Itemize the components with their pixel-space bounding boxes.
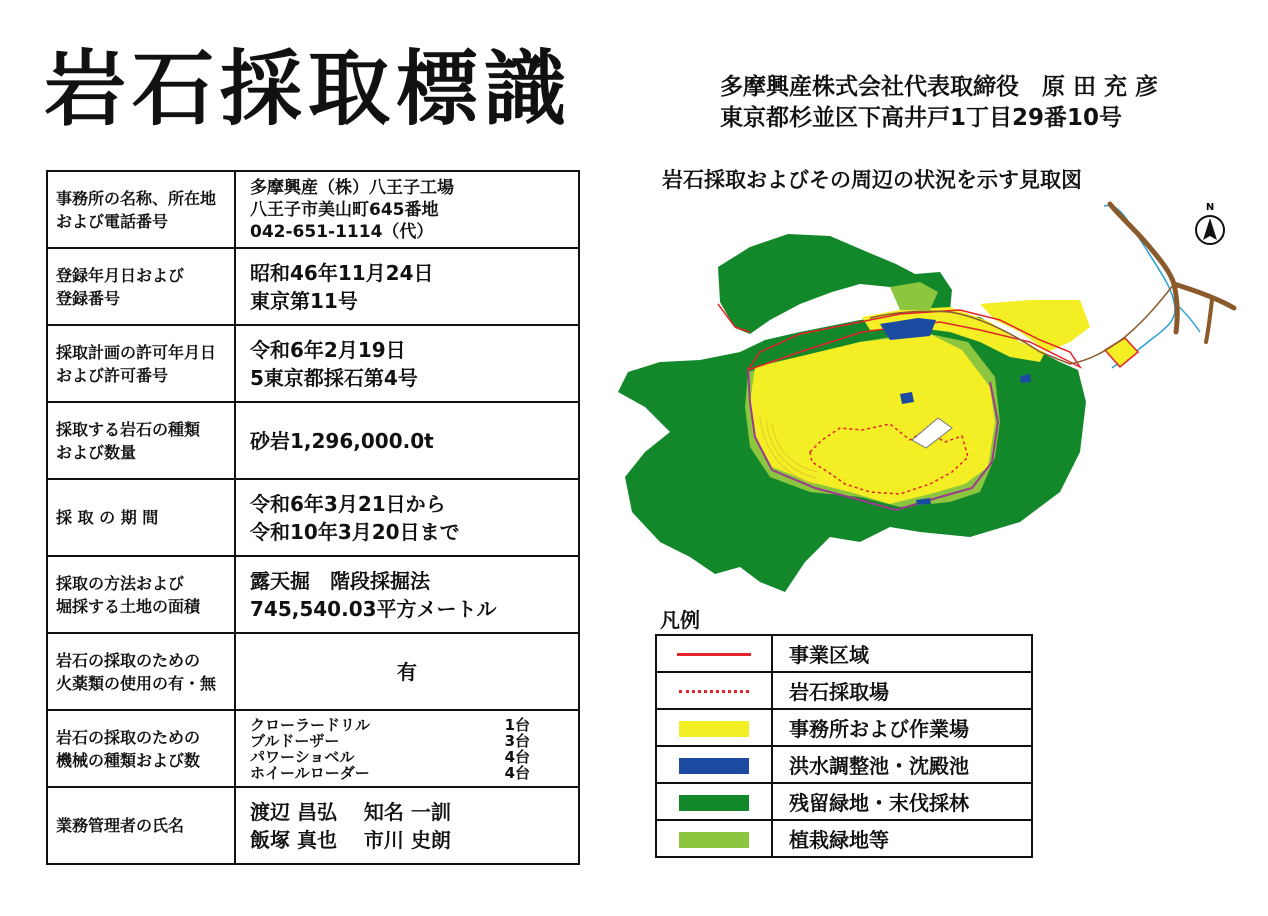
info-label: 採取する岩石の種類 および数量 (47, 402, 235, 479)
info-row-machines (47, 710, 579, 787)
yellow-swatch-icon (679, 721, 749, 737)
red-dotted-line-icon (679, 690, 749, 693)
info-row-period (47, 479, 579, 556)
site-map (600, 192, 1240, 612)
info-value: 露天掘 階段採掘法 745,540.03平方メートル (235, 556, 579, 633)
info-label: 登録年月日および 登録番号 (47, 248, 235, 325)
info-label: 岩石の採取のための 火薬類の使用の有・無 (47, 633, 235, 710)
yellow-area (1105, 338, 1138, 367)
info-value: 令和6年2月19日 5東京都採石第4号 (235, 325, 579, 402)
map-title: 岩石採取およびその周辺の状況を示す見取図 (662, 168, 1082, 192)
info-row-registration (47, 248, 579, 325)
info-label: 採取の方法および 堀採する土地の面積 (47, 556, 235, 633)
machine-item: クローラードリル 1台 (250, 715, 530, 734)
info-value: 砂岩1,296,000.0t (235, 402, 579, 479)
legend-item (656, 783, 1032, 820)
info-value: 多摩興産（株）八王子工場 八王子市美山町645番地 042-651-1114（代） (235, 171, 579, 248)
info-row-explosives (47, 633, 579, 710)
legend-title: 凡例 (660, 608, 700, 632)
legend-item (656, 820, 1032, 857)
green-swatch-icon (679, 795, 749, 811)
info-label: 事務所の名称、所在地 および電話番号 (47, 171, 235, 248)
info-label: 岩石の採取のための 機械の種類および数 (47, 710, 235, 787)
legend-item (656, 635, 1032, 672)
info-label: 採 取 の 期 間 (47, 479, 235, 556)
info-row-rock-type (47, 402, 579, 479)
pond (900, 392, 914, 404)
legend-label: 事業区域 (772, 635, 1032, 672)
north-arrow-icon (1196, 202, 1224, 244)
info-row-managers (47, 787, 579, 864)
machine-item: ブルドーザー 3台 (250, 731, 530, 750)
legend-label: 残留緑地・末伐採林 (772, 783, 1032, 820)
machine-item: パワーショベル 4台 (250, 747, 530, 766)
owner-name: 多摩興産株式会社代表取締役 原 田 充 彦 (720, 74, 1159, 100)
legend-item (656, 746, 1032, 783)
info-label: 業務管理者の氏名 (47, 787, 235, 864)
info-value: 昭和46年11月24日 東京第11号 (235, 248, 579, 325)
legend-label: 事務所および作業場 (772, 709, 1032, 746)
legend-label: 洪水調整池・沈殿池 (772, 746, 1032, 783)
info-row-office (47, 171, 579, 248)
legend-item (656, 672, 1032, 709)
road (1206, 300, 1212, 342)
machine-item: ホイールローダー 4台 (250, 763, 530, 782)
info-row-method (47, 556, 579, 633)
north-label: N (1205, 202, 1215, 213)
legend-table (655, 634, 1033, 858)
owner-block (720, 72, 1158, 134)
legend-label: 岩石採取場 (772, 672, 1032, 709)
info-value: 渡辺 昌弘 知名 一訓 飯塚 真也 市川 史朗 (235, 787, 579, 864)
legend-label: 植栽緑地等 (772, 820, 1032, 857)
info-table (46, 170, 580, 865)
owner-address: 東京都杉並区下高井戸1丁目29番10号 (720, 105, 1123, 131)
info-value: 有 (235, 633, 579, 710)
blue-swatch-icon (679, 758, 749, 774)
sign-title: 岩石採取標識 (44, 42, 573, 137)
info-value (235, 710, 579, 787)
info-value: 令和6年3月21日から 令和10年3月20日まで (235, 479, 579, 556)
lightgreen-swatch-icon (679, 832, 749, 848)
legend-item (656, 709, 1032, 746)
info-label: 採取計画の許可年月日 および許可番号 (47, 325, 235, 402)
info-row-permit (47, 325, 579, 402)
red-solid-line-icon (677, 653, 751, 656)
